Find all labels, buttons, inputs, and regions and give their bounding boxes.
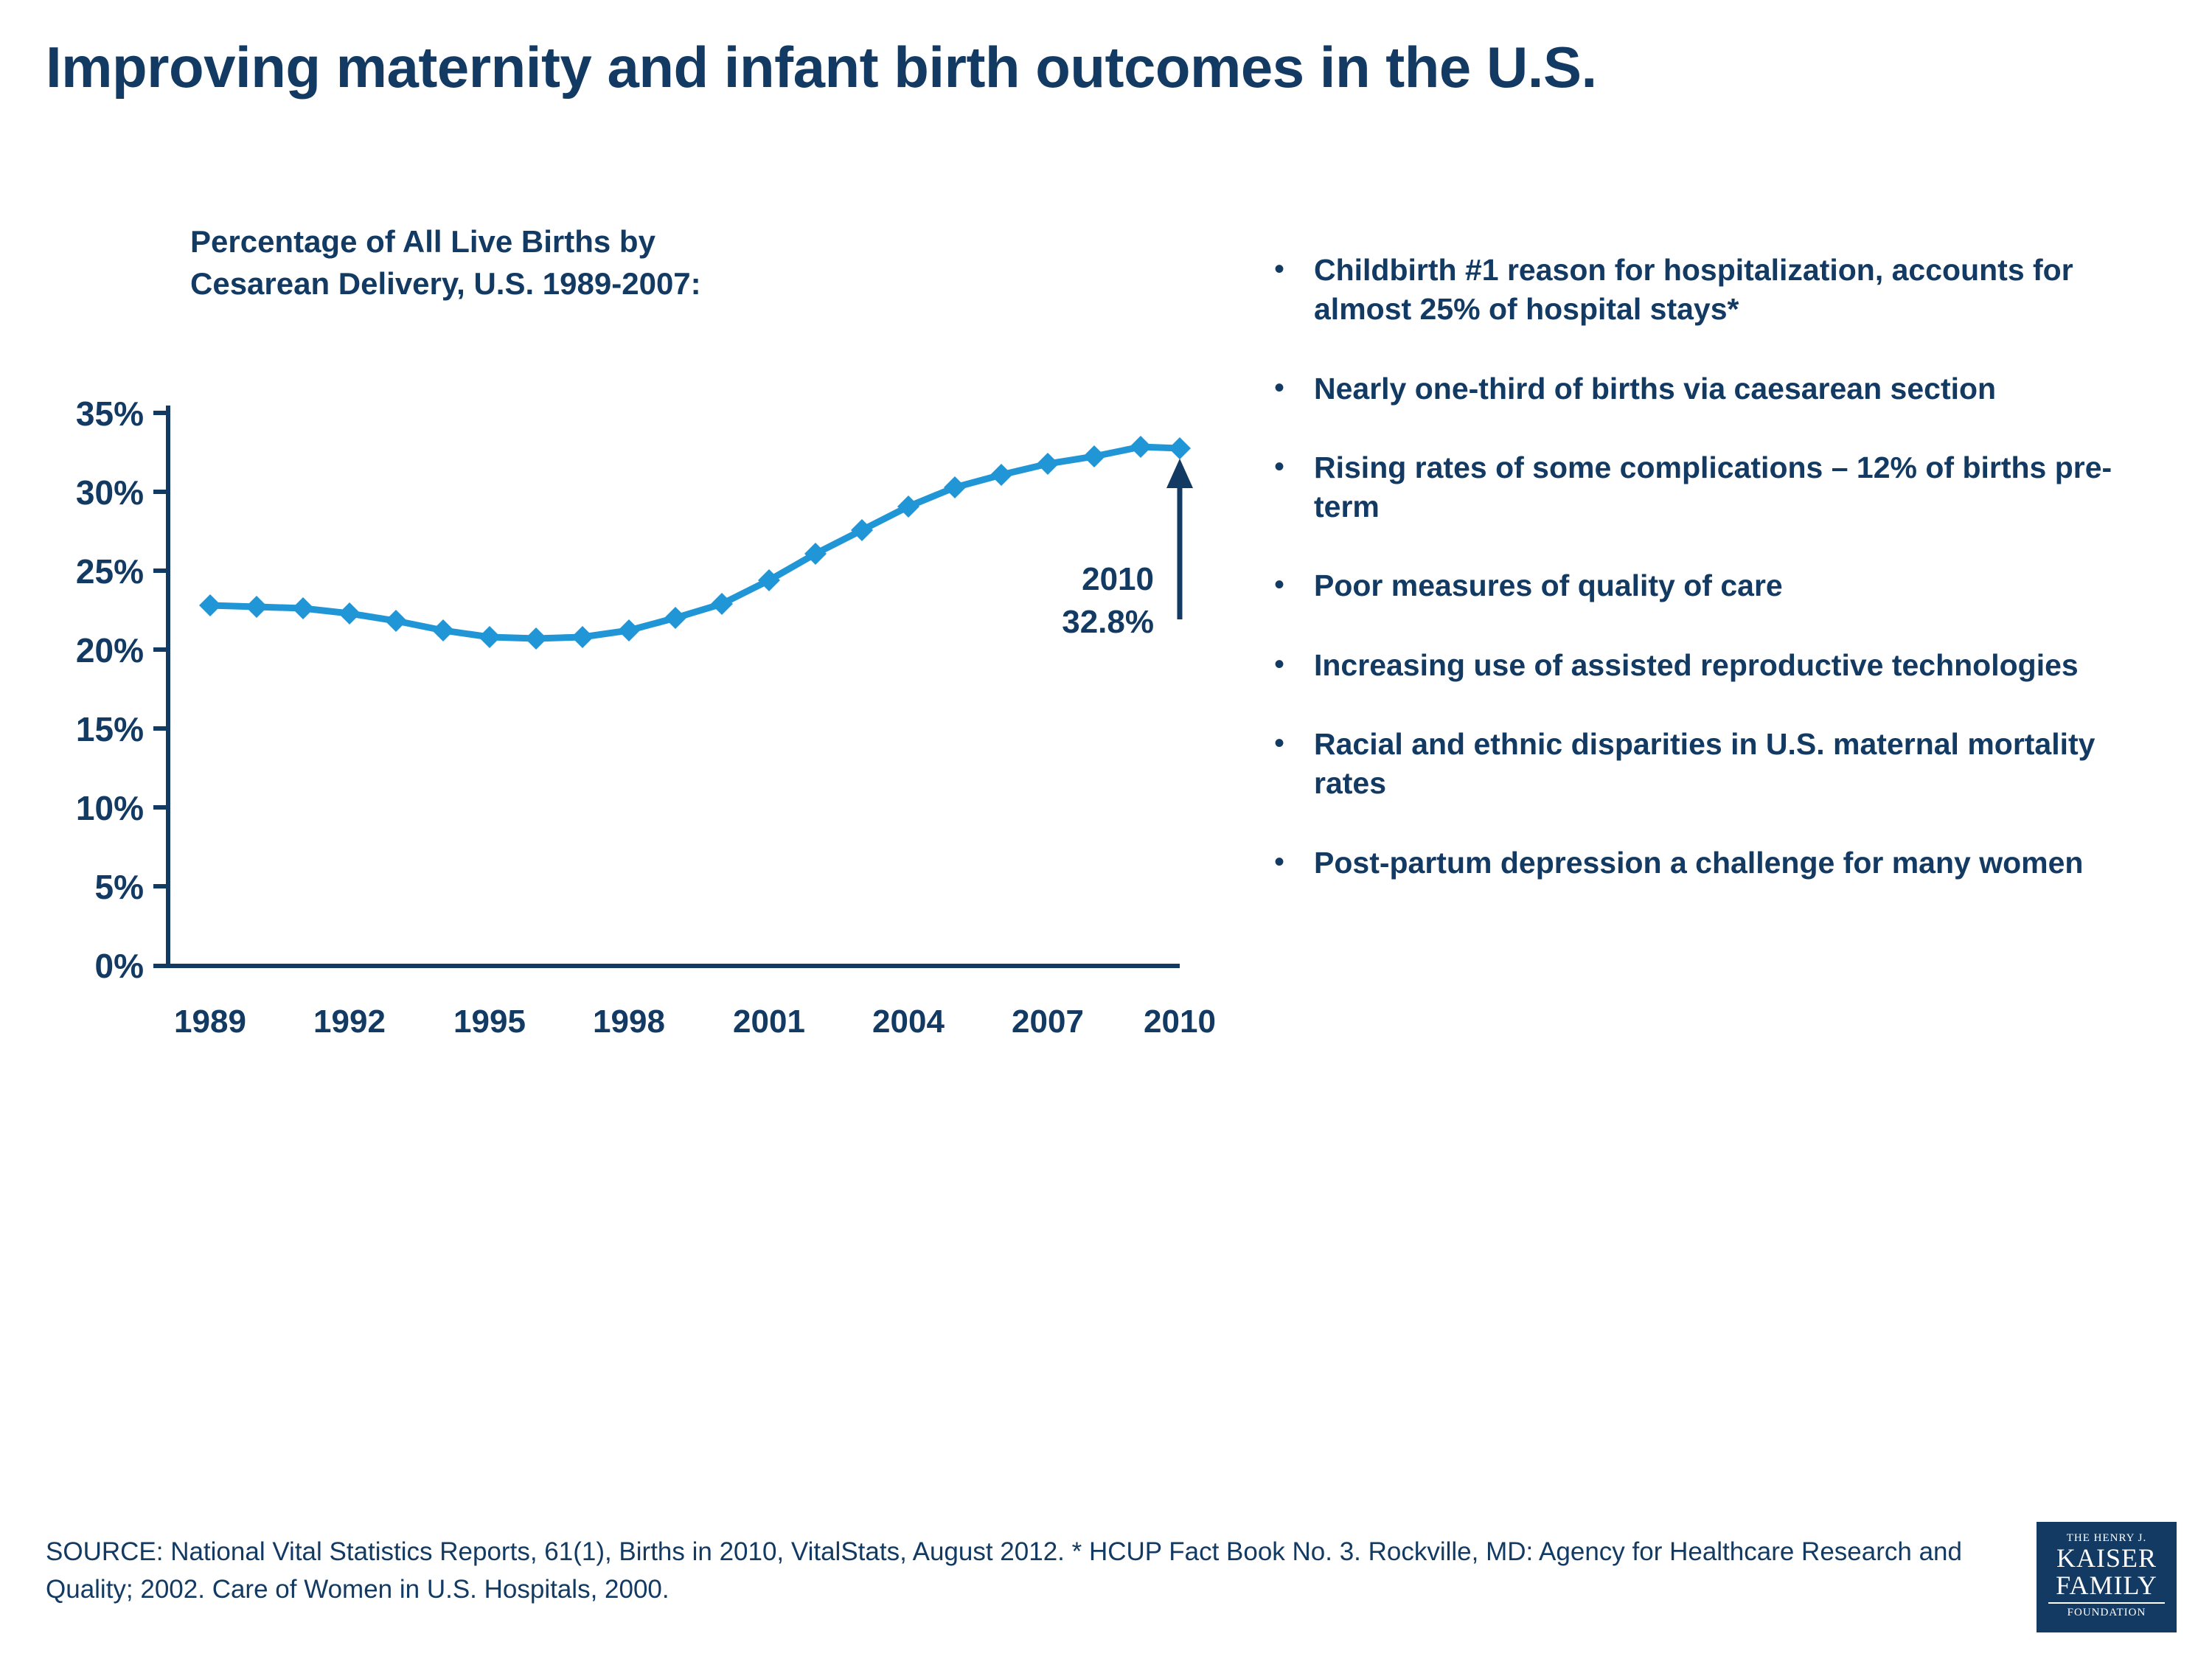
y-axis-tick-labels <box>76 394 144 985</box>
x-tick-2001: 2001 <box>733 1004 805 1040</box>
x-tick-2007: 2007 <box>1012 1004 1084 1040</box>
list-item <box>1268 448 2175 527</box>
data-markers <box>199 436 1191 650</box>
bullet-icon: • <box>1274 253 1285 285</box>
list-item-label: Increasing use of assisted reproductive technologies <box>1314 647 2079 682</box>
bullet-icon: • <box>1274 371 1285 404</box>
x-tick-1992: 1992 <box>313 1004 386 1040</box>
x-tick-1989: 1989 <box>174 1004 246 1040</box>
logo-line-3: FAMILY <box>2056 1570 2157 1600</box>
callout-year: 2010 <box>1082 561 1154 597</box>
y-tick-20: 20% <box>75 631 144 669</box>
callout-2010 <box>1062 459 1193 640</box>
list-item-label: Childbirth #1 reason for hospitalization, accounts for almost 25% of hospital stays* <box>1314 253 2073 327</box>
chart-title-line-2: Cesarean Delivery, U.S. 1989-2007: <box>190 265 701 301</box>
bullet-icon: • <box>1274 647 1285 681</box>
logo-line-2: KAISER <box>2056 1543 2157 1573</box>
list-item-label: Poor measures of quality of care <box>1314 568 1783 603</box>
bullet-icon: • <box>1274 568 1285 602</box>
y-tick-25: 25% <box>75 552 144 591</box>
list-item-label: Post-partum depression a challenge for many women <box>1314 845 2084 880</box>
x-tick-2004: 2004 <box>872 1004 945 1040</box>
page-title: Improving maternity and infant birth outcomes in the U.S. <box>46 35 1597 100</box>
bullet-icon: • <box>1274 727 1285 760</box>
chart-title <box>190 221 701 305</box>
x-tick-1998: 1998 <box>593 1004 665 1040</box>
list-item <box>1268 646 2175 685</box>
list-item <box>1268 369 2175 408</box>
data-series <box>199 436 1191 650</box>
callout-value: 32.8% <box>1062 604 1154 640</box>
list-item <box>1268 566 2175 605</box>
y-tick-0: 0% <box>94 947 144 985</box>
line-chart <box>0 376 1268 1408</box>
list-item <box>1268 251 2175 330</box>
bullet-icon: • <box>1274 450 1285 483</box>
y-tick-35: 35% <box>75 394 144 433</box>
x-tick-1995: 1995 <box>453 1004 526 1040</box>
y-tick-10: 10% <box>75 789 144 827</box>
list-item-label: Racial and ethnic disparities in U.S. maternal mortality rates <box>1314 727 2096 801</box>
x-tick-2010: 2010 <box>1144 1004 1216 1040</box>
chart-svg <box>0 376 1268 1408</box>
chart-title-line-1: Percentage of All Live Births by <box>190 224 655 259</box>
bullet-icon: • <box>1274 845 1285 878</box>
kaiser-family-foundation-logo <box>2037 1522 2177 1632</box>
list-item <box>1268 725 2175 804</box>
list-item <box>1268 844 2175 883</box>
source-note: SOURCE: National Vital Statistics Reports, 61(1), Births in 2010, VitalStats, August 2012. * HCUP Fact Book No. 3. Rockville, MD: Agency for Healthcare Research and Quality; 2002. Care of Women in U.S. Hospitals, 2000. <box>46 1537 1962 1604</box>
list-item-label: Rising rates of some complications – 12% of births pre-term <box>1314 450 2112 524</box>
list-item-label: Nearly one-third of births via caesarean section <box>1314 371 1997 406</box>
axes <box>153 406 1180 966</box>
logo-line-1: THE HENRY J. <box>2066 1532 2147 1544</box>
x-axis-tick-labels <box>174 1004 1216 1040</box>
logo-line-4: FOUNDATION <box>2048 1602 2165 1621</box>
y-tick-15: 15% <box>75 710 144 748</box>
y-tick-30: 30% <box>75 473 144 512</box>
y-tick-5: 5% <box>94 868 144 906</box>
bullet-list <box>1268 251 2175 922</box>
